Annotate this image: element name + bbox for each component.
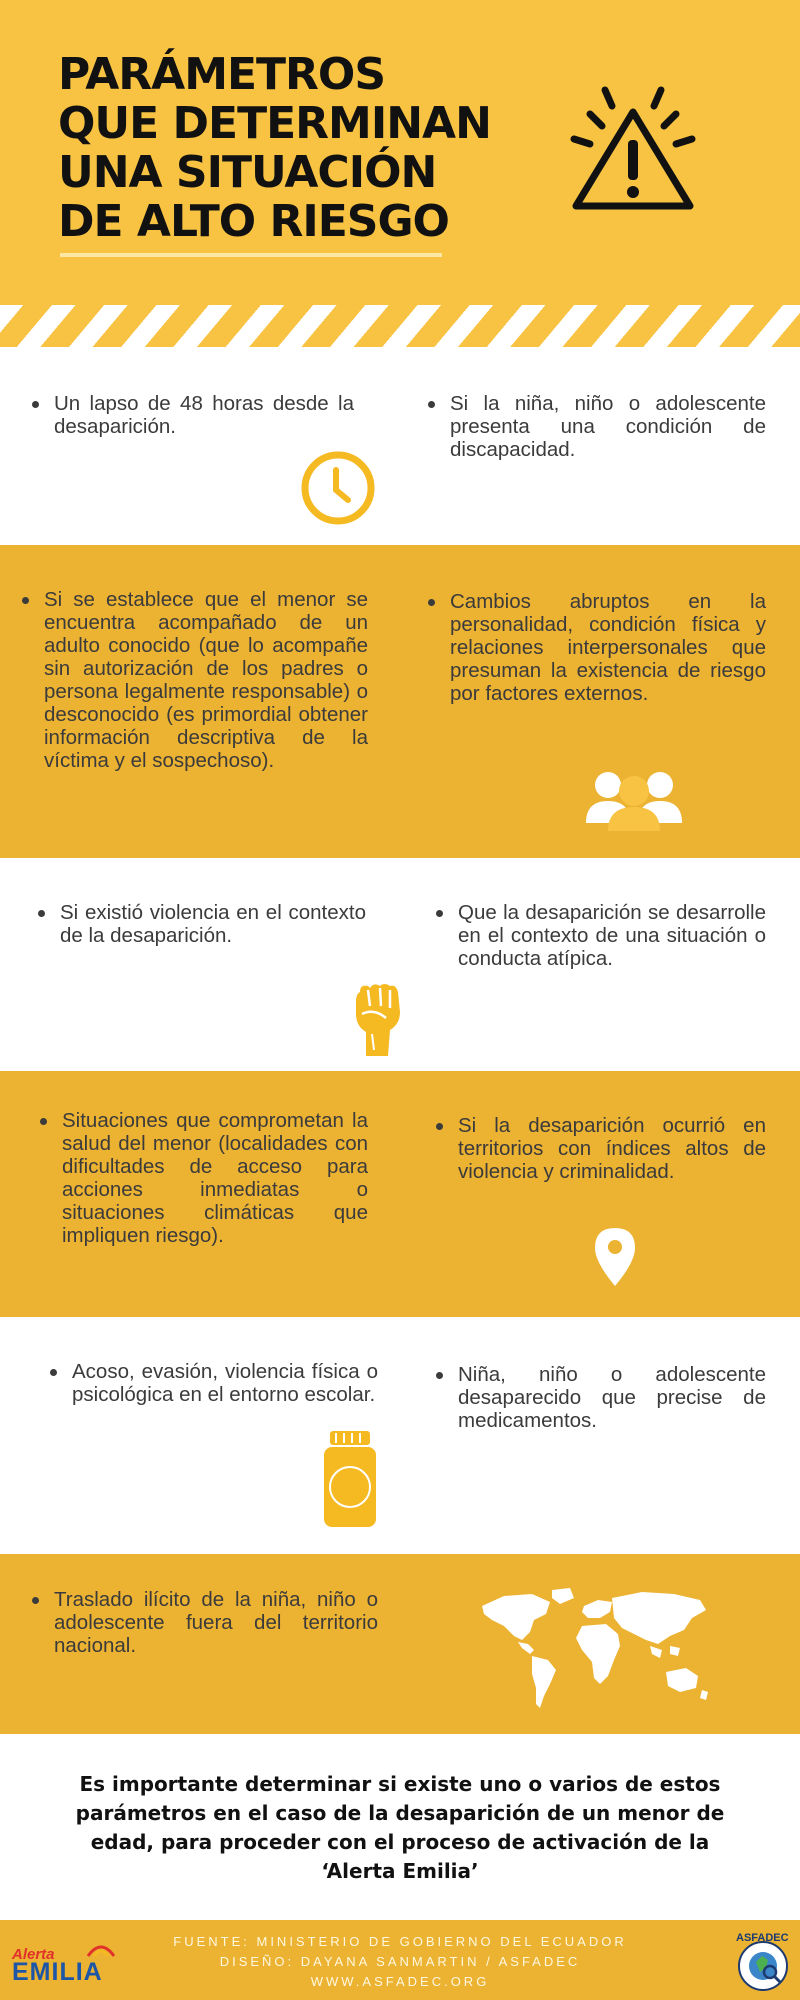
list-item xyxy=(434,1363,766,1432)
list-item xyxy=(36,901,366,947)
item-cambios: Cambios abruptos en la personalidad, condición física y relaciones interpersonales que presuman la existencia de riesgo por factores externos. xyxy=(426,590,766,705)
item-lapso: Un lapso de 48 horas desde la desaparición. xyxy=(30,392,354,438)
list-item xyxy=(30,392,354,438)
signal-arcs-icon xyxy=(84,1936,118,1958)
item-traslado: Traslado ilícito de la niña, niño o adolescente fuera del territorio nacional. xyxy=(30,1588,378,1657)
list-item xyxy=(48,1360,378,1406)
logo-alerta-text: Alerta xyxy=(12,1946,55,1963)
item-acoso: Acoso, evasión, violencia física o psicológica en el entorno escolar. xyxy=(48,1360,378,1406)
title-line-3: UNA SITUACIÓN xyxy=(58,147,437,198)
list-item xyxy=(30,1588,378,1657)
list-item xyxy=(426,392,766,461)
title-underline xyxy=(60,253,442,257)
logo-asfadec-text: ASFADEC xyxy=(736,1932,789,1944)
section-2 xyxy=(0,545,800,858)
raised-fist-icon xyxy=(350,978,406,1058)
item-salud: Situaciones que comprometan la salud del menor (localidades con dificultades de acceso para acciones inmediatas o situaciones climáticas que impliquen riesgo). xyxy=(38,1109,368,1247)
asfadec-logo xyxy=(730,1928,794,1992)
footer-web[interactable]: WWW.ASFADEC.ORG xyxy=(310,1974,490,1989)
item-violencia: Si existió violencia en el contexto de la desaparición. xyxy=(36,901,366,947)
asfadec-emblem-icon xyxy=(734,1938,792,1992)
item-territorios: Si la desaparición ocurrió en territorios con índices altos de violencia y criminalidad. xyxy=(434,1114,766,1183)
footer-fuente: FUENTE: MINISTERIO DE GOBIERNO DEL ECUADOR xyxy=(173,1934,627,1949)
hazard-stripes xyxy=(0,305,800,347)
warning-triangle-icon xyxy=(560,84,706,214)
section-3 xyxy=(0,858,800,1071)
item-discapacidad: Si la niña, niño o adolescente presenta una condición de discapacidad. xyxy=(426,392,766,461)
title-line-2: QUE DETERMINAN xyxy=(58,98,491,149)
footer-credits xyxy=(160,1932,640,1992)
section-6 xyxy=(0,1554,800,1734)
section-5 xyxy=(0,1317,800,1554)
page-title xyxy=(58,50,518,246)
item-medicamentos: Niña, niño o adolescente desaparecido que precise de medicamentos. xyxy=(434,1363,766,1432)
item-acompanado: Si se establece que el menor se encuentra acompañado de un adulto conocido (que lo acompañe sin autorización de los padres o persona legalmente responsable) o desconocido (es primordial obtener información descriptiva de la víctima y el sospechoso). xyxy=(20,588,368,772)
title-line-4: DE ALTO RIESGO xyxy=(58,196,449,247)
alerta-emilia-logo xyxy=(10,1934,120,1990)
list-item xyxy=(20,588,368,772)
people-icon xyxy=(584,767,684,831)
list-item xyxy=(434,901,766,970)
footer xyxy=(0,1920,800,2000)
footer-diseno: DISEÑO: DAYANA SANMARTIN / ASFADEC xyxy=(219,1954,581,1969)
clock-icon xyxy=(300,450,376,526)
medicine-bottle-icon xyxy=(322,1429,378,1529)
world-map-icon xyxy=(474,1584,714,1714)
logo-emilia-text: EMILIA xyxy=(12,1958,103,1986)
section-1 xyxy=(0,347,800,545)
list-item xyxy=(426,590,766,705)
title-line-1: PARÁMETROS xyxy=(58,49,386,100)
section-4 xyxy=(0,1071,800,1317)
header xyxy=(0,0,800,305)
closing-statement: Es importante determinar si existe uno o varios de estos parámetros en el caso de la desaparición de un menor de edad, para proceder con el proceso de activación de la ‘Alerta Emilia’ xyxy=(75,1772,725,1883)
list-item xyxy=(38,1109,368,1247)
item-atipica: Que la desaparición se desarrolle en el contexto de una situación o conducta atípica. xyxy=(434,901,766,970)
location-pin-icon xyxy=(593,1226,637,1288)
list-item xyxy=(434,1114,766,1183)
